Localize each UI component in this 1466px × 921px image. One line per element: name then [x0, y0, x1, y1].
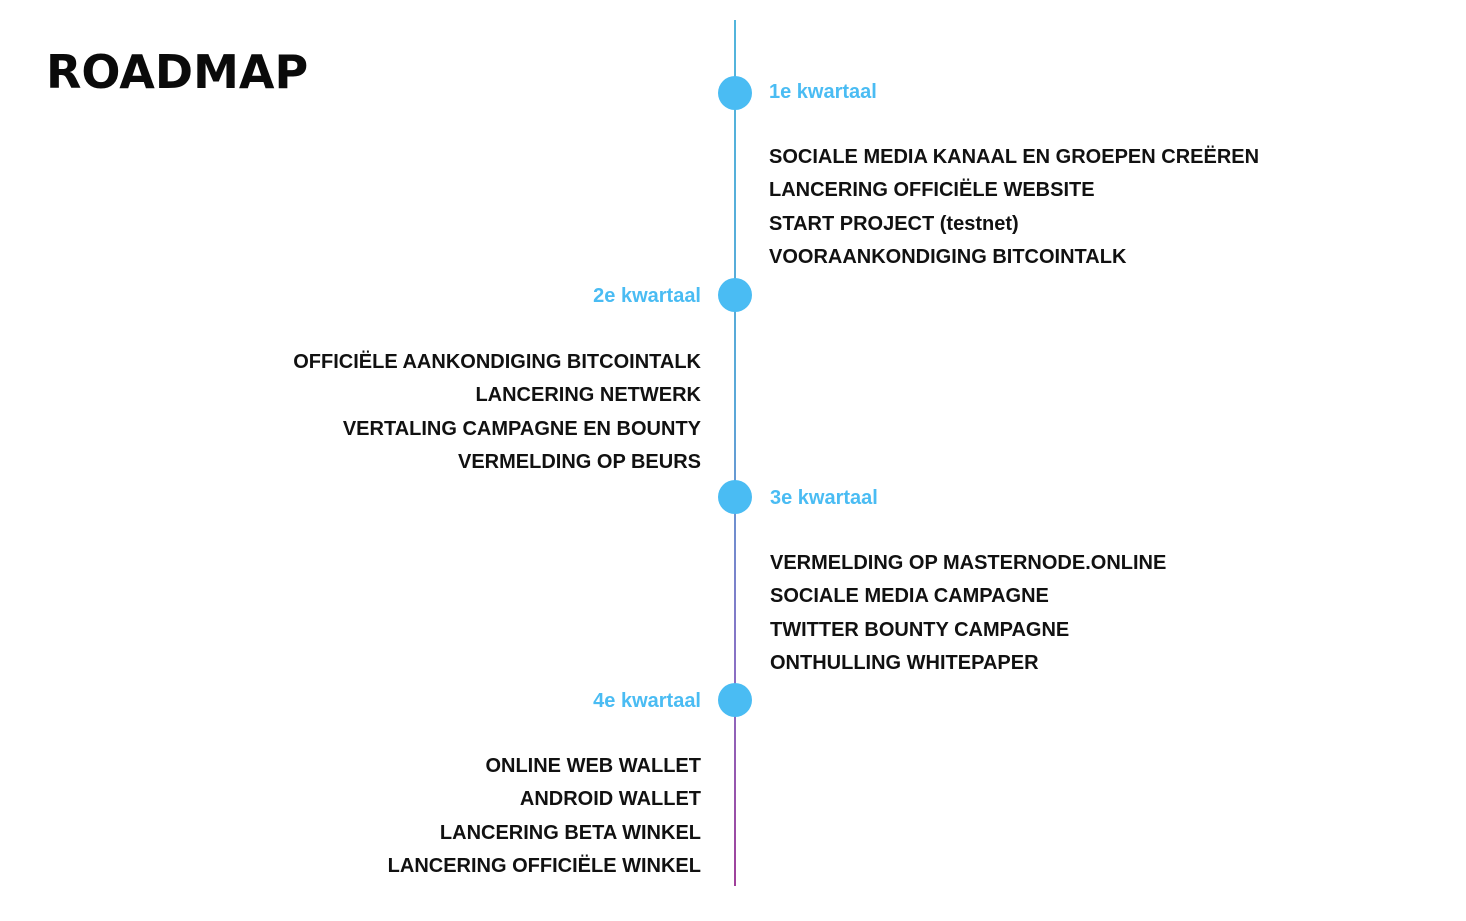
list-item: VOORAANKONDIGING BITCOINTALK — [769, 246, 1127, 269]
timeline-dot-q3 — [718, 480, 752, 514]
quarter-label-q2: 2e kwartaal — [593, 285, 701, 307]
quarter-items-q4 — [201, 750, 701, 884]
list-item: ONTHULLING WHITEPAPER — [770, 652, 1039, 675]
quarter-label-q1: 1e kwartaal — [769, 81, 877, 103]
page-title: ROADMAP — [46, 45, 309, 99]
timeline-dot-q1 — [718, 76, 752, 110]
list-item: LANCERING NETWERK — [475, 384, 701, 407]
list-item: ANDROID WALLET — [519, 788, 701, 811]
list-item: ONLINE WEB WALLET — [485, 755, 701, 777]
list-item: TWITTER BOUNTY CAMPAGNE — [770, 618, 1070, 641]
list-item: SOCIALE MEDIA CAMPAGNE — [770, 585, 1049, 608]
timeline-dot-q2 — [718, 278, 752, 312]
timeline-dot-q4 — [718, 683, 752, 717]
list-item: VERMELDING OP BEURS — [458, 451, 701, 474]
list-item: VERMELDING OP MASTERNODE.ONLINE — [770, 552, 1167, 574]
timeline-line — [734, 20, 736, 886]
list-item: START PROJECT (testnet) — [769, 212, 1019, 235]
quarter-items-q1 — [769, 141, 1259, 275]
quarter-items-q3 — [770, 547, 1166, 681]
list-item: SOCIALE MEDIA KANAAL EN GROEPEN CREËREN — [769, 146, 1260, 168]
list-item: VERTALING CAMPAGNE EN BOUNTY — [342, 417, 701, 440]
quarter-items-q2 — [201, 346, 701, 480]
quarter-label-q3: 3e kwartaal — [770, 487, 878, 509]
list-item: LANCERING BETA WINKEL — [439, 821, 701, 844]
list-item: LANCERING OFFICIËLE WEBSITE — [769, 179, 1095, 202]
quarter-label-q4: 4e kwartaal — [593, 690, 701, 712]
list-item: LANCERING OFFICIËLE WINKEL — [387, 855, 701, 878]
list-item: OFFICIËLE AANKONDIGING BITCOINTALK — [293, 351, 701, 373]
